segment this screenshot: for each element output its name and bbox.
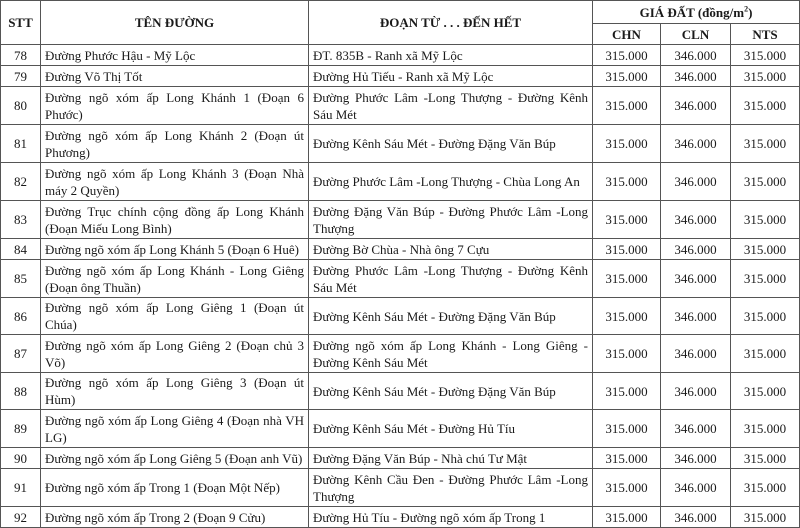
cell-street-name: Đường ngõ xóm ấp Long Giêng 5 (Đoạn anh Vũ) [41, 448, 309, 469]
cell-nts: 315.000 [731, 469, 800, 507]
cell-segment: Đường Hủ Tíu - Đường ngõ xóm ấp Trong 1 [309, 507, 593, 528]
cell-chn: 315.000 [593, 373, 661, 410]
cell-segment: Đường Hủ Tiếu - Ranh xã Mỹ Lộc [309, 66, 593, 87]
cell-street-name: Đường ngõ xóm ấp Long Giêng 4 (Đoạn nhà VH LG) [41, 410, 309, 448]
cell-stt: 78 [1, 45, 41, 66]
cell-chn: 315.000 [593, 66, 661, 87]
cell-stt: 84 [1, 239, 41, 260]
table-row [1, 239, 800, 260]
header-cln: CLN [661, 24, 731, 45]
cell-cln: 346.000 [661, 125, 731, 163]
cell-chn: 315.000 [593, 469, 661, 507]
table-row [1, 45, 800, 66]
cell-cln: 346.000 [661, 335, 731, 373]
header-nts: NTS [731, 24, 800, 45]
cell-street-name: Đường ngõ xóm ấp Trong 2 (Đoạn 9 Cửu) [41, 507, 309, 528]
cell-chn: 315.000 [593, 260, 661, 298]
cell-cln: 346.000 [661, 239, 731, 260]
cell-cln: 346.000 [661, 66, 731, 87]
cell-segment: Đường Đặng Văn Búp - Đường Phước Lâm -Long Thượng [309, 201, 593, 239]
cell-chn: 315.000 [593, 239, 661, 260]
cell-stt: 90 [1, 448, 41, 469]
header-row-top [1, 1, 800, 24]
cell-nts: 315.000 [731, 298, 800, 335]
cell-street-name: Đường ngõ xóm ấp Long Giêng 1 (Đoạn út Chúa) [41, 298, 309, 335]
header-chn: CHN [593, 24, 661, 45]
cell-segment: Đường Kênh Sáu Mét - Đường Đặng Văn Búp [309, 298, 593, 335]
header-land-price-sup: 2 [744, 4, 749, 14]
header-land-price-suffix: ) [748, 4, 753, 20]
cell-segment: Đường Kênh Sáu Mét - Đường Hủ Tíu [309, 410, 593, 448]
cell-nts: 315.000 [731, 66, 800, 87]
cell-street-name: Đường ngõ xóm ấp Long Khánh 3 (Đoạn Nhà máy 2 Quyền) [41, 163, 309, 201]
table-row [1, 373, 800, 410]
cell-cln: 346.000 [661, 201, 731, 239]
cell-stt: 88 [1, 373, 41, 410]
cell-cln: 346.000 [661, 507, 731, 528]
cell-segment: ĐT. 835B - Ranh xã Mỹ Lộc [309, 45, 593, 66]
cell-nts: 315.000 [731, 239, 800, 260]
cell-street-name: Đường Phước Hậu - Mỹ Lộc [41, 45, 309, 66]
header-land-price [593, 1, 800, 24]
cell-chn: 315.000 [593, 87, 661, 125]
header-land-price-label: GIÁ ĐẤT (đồng/m [639, 4, 745, 20]
cell-cln: 346.000 [661, 45, 731, 66]
table-row [1, 201, 800, 239]
cell-nts: 315.000 [731, 335, 800, 373]
cell-cln: 346.000 [661, 469, 731, 507]
cell-stt: 87 [1, 335, 41, 373]
cell-segment: Đường Bờ Chùa - Nhà ông 7 Cựu [309, 239, 593, 260]
cell-stt: 81 [1, 125, 41, 163]
cell-segment: Đường Phước Lâm -Long Thượng - Chùa Long An [309, 163, 593, 201]
cell-chn: 315.000 [593, 448, 661, 469]
table-row [1, 410, 800, 448]
cell-street-name: Đường ngõ xóm ấp Trong 1 (Đoạn Một Nếp) [41, 469, 309, 507]
cell-nts: 315.000 [731, 125, 800, 163]
header-segment: ĐOẠN TỪ . . . ĐẾN HẾT [309, 1, 593, 45]
cell-chn: 315.000 [593, 125, 661, 163]
table-row [1, 163, 800, 201]
cell-street-name: Đường ngõ xóm ấp Long Khánh 2 (Đoạn út Phương) [41, 125, 309, 163]
cell-cln: 346.000 [661, 373, 731, 410]
cell-chn: 315.000 [593, 298, 661, 335]
cell-nts: 315.000 [731, 410, 800, 448]
cell-street-name: Đường Võ Thị Tốt [41, 66, 309, 87]
cell-segment: Đường Kênh Sáu Mét - Đường Đặng Văn Búp [309, 373, 593, 410]
cell-street-name: Đường ngõ xóm ấp Long Khánh 1 (Đoạn 6 Phước) [41, 87, 309, 125]
cell-nts: 315.000 [731, 87, 800, 125]
table-row [1, 335, 800, 373]
cell-segment: Đường Phước Lâm -Long Thượng - Đường Kênh Sáu Mét [309, 87, 593, 125]
cell-cln: 346.000 [661, 448, 731, 469]
cell-stt: 91 [1, 469, 41, 507]
table-row [1, 66, 800, 87]
cell-stt: 80 [1, 87, 41, 125]
table-row [1, 507, 800, 528]
cell-chn: 315.000 [593, 201, 661, 239]
cell-nts: 315.000 [731, 163, 800, 201]
cell-street-name: Đường ngõ xóm ấp Long Giêng 2 (Đoạn chủ 3 Võ) [41, 335, 309, 373]
cell-cln: 346.000 [661, 260, 731, 298]
cell-street-name: Đường ngõ xóm ấp Long Khánh 5 (Đoạn 6 Huê) [41, 239, 309, 260]
table-row [1, 125, 800, 163]
cell-segment: Đường ngõ xóm ấp Long Khánh - Long Giêng - Đường Kênh Sáu Mét [309, 335, 593, 373]
cell-chn: 315.000 [593, 410, 661, 448]
cell-street-name: Đường ngõ xóm ấp Long Giêng 3 (Đoạn út Hùm) [41, 373, 309, 410]
cell-nts: 315.000 [731, 260, 800, 298]
cell-cln: 346.000 [661, 410, 731, 448]
cell-cln: 346.000 [661, 87, 731, 125]
cell-nts: 315.000 [731, 448, 800, 469]
table-row [1, 260, 800, 298]
cell-cln: 346.000 [661, 298, 731, 335]
cell-cln: 346.000 [661, 163, 731, 201]
cell-nts: 315.000 [731, 45, 800, 66]
table-row [1, 298, 800, 335]
table-row [1, 448, 800, 469]
cell-stt: 89 [1, 410, 41, 448]
cell-segment: Đường Đặng Văn Búp - Nhà chú Tư Mật [309, 448, 593, 469]
cell-segment: Đường Kênh Sáu Mét - Đường Đặng Văn Búp [309, 125, 593, 163]
table-row [1, 469, 800, 507]
cell-chn: 315.000 [593, 163, 661, 201]
cell-nts: 315.000 [731, 507, 800, 528]
cell-stt: 85 [1, 260, 41, 298]
table-row [1, 87, 800, 125]
cell-stt: 82 [1, 163, 41, 201]
cell-segment: Đường Phước Lâm -Long Thượng - Đường Kênh Sáu Mét [309, 260, 593, 298]
cell-street-name: Đường ngõ xóm ấp Long Khánh - Long Giêng (Đoạn ông Thuần) [41, 260, 309, 298]
cell-chn: 315.000 [593, 45, 661, 66]
cell-chn: 315.000 [593, 507, 661, 528]
cell-stt: 86 [1, 298, 41, 335]
cell-street-name: Đường Trục chính cộng đồng ấp Long Khánh (Đoạn Miếu Long Bình) [41, 201, 309, 239]
header-street-name: TÊN ĐƯỜNG [41, 1, 309, 45]
cell-chn: 315.000 [593, 335, 661, 373]
cell-nts: 315.000 [731, 373, 800, 410]
cell-nts: 315.000 [731, 201, 800, 239]
cell-segment: Đường Kênh Cầu Đen - Đường Phước Lâm -Long Thượng [309, 469, 593, 507]
header-stt: STT [1, 1, 41, 45]
cell-stt: 83 [1, 201, 41, 239]
cell-stt: 79 [1, 66, 41, 87]
cell-stt: 92 [1, 507, 41, 528]
